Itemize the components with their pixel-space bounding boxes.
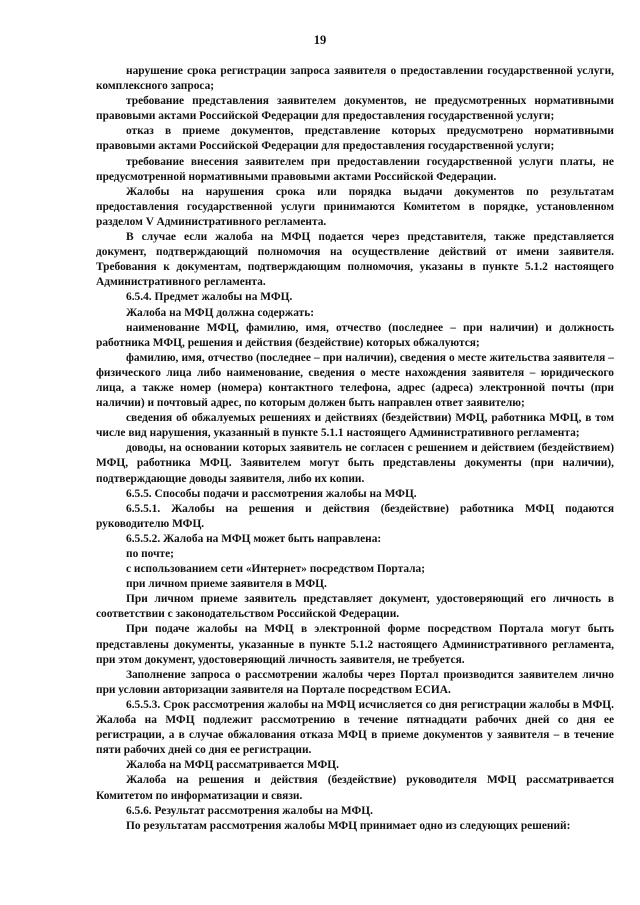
- paragraph: нарушение срока регистрации запроса заявителя о предоставлении государственной услуги, комплексного запроса;: [96, 65, 614, 93]
- list-item: при личном приеме заявителя в МФЦ.: [126, 578, 327, 591]
- paragraph: сведения об обжалуемых решениях и действиях (бездействии) МФЦ, работника МФЦ, в том числе вид нарушения, указанный в пункте 5.1.1 настоящего Административного регламента;: [96, 412, 614, 440]
- paragraph: В случае если жалоба на МФЦ подается через представителя, также представляется документ, подтверждающий полномочия на осуществление действий от имени заявителя. Требования к документам, подтверждающим полномочия, указаны в пункте 5.1.2 настоящего Административного регламента.: [96, 231, 614, 289]
- section-heading: 6.5.4. Предмет жалобы на МФЦ.: [126, 291, 293, 304]
- paragraph: наименование МФЦ, фамилию, имя, отчество (последнее – при наличии) и должность работника МФЦ, решения и действия (бездействие) которых обжалуются;: [96, 321, 614, 349]
- paragraph: По результатам рассмотрения жалобы МФЦ принимает одно из следующих решений:: [126, 819, 571, 832]
- section-heading: 6.5.5. Способы подачи и рассмотрения жалобы на МФЦ.: [126, 487, 417, 500]
- paragraph: 6.5.5.2. Жалоба на МФЦ может быть направлена:: [126, 532, 382, 545]
- paragraph: Жалобы на нарушения срока или порядка выдачи документов по результатам предоставления государственной услуги принимаются Комитетом в порядке, установленном разделом V Административного регламента.: [96, 185, 614, 228]
- paragraph: требование внесения заявителем при предоставлении государственной услуги платы, не предусмотренной нормативными правовыми актами Российской Федерации.: [96, 155, 614, 183]
- paragraph: 6.5.5.3. Срок рассмотрения жалобы на МФЦ исчисляется со дня регистрации жалобы в МФЦ. Жалоба на МФЦ подлежит рассмотрению в течение пятнадцати рабочих дней со дня ее регистрации, а в случае обжалования отказа МФЦ в приеме документов у заявителя – в течение пяти рабочих дней со дня ее регистрации.: [96, 698, 614, 757]
- paragraph: фамилию, имя, отчество (последнее – при наличии), сведения о месте жительства заявителя – физического лица либо наименование, сведения о месте нахождения заявителя – юридического лица, а также номер (номера) контактного телефона, адрес (адреса) электронной почты (при наличии) и почтовый адрес, по которым должен быть направлен ответ заявителю;: [96, 351, 614, 410]
- section-heading: 6.5.6. Результат рассмотрения жалобы на МФЦ.: [126, 804, 373, 817]
- paragraph: При личном приеме заявитель представляет документ, удостоверяющий его личность в соответствии с законодательством Российской Федерации.: [96, 593, 614, 621]
- paragraph: требование представления заявителем документов, не предусмотренных нормативными правовыми актами Российской Федерации для предоставления государственной услуги;: [96, 95, 614, 123]
- paragraph: доводы, на основании которых заявитель не согласен с решением и действием (бездействием) МФЦ, работника МФЦ. Заявителем могут быть представлены документы (при наличии), подтверждающие доводы заявителя, либо их копии.: [96, 442, 614, 485]
- paragraph: При подаче жалобы на МФЦ в электронной форме посредством Портала могут быть представлены документы, указанные в пункте 5.1.2 настоящего Административного регламента, при этом документ, удостоверяющий личность заявителя, не требуется.: [96, 623, 614, 666]
- document-body: [96, 64, 614, 834]
- page-number: 19: [313, 33, 327, 47]
- paragraph: Жалоба на МФЦ рассматривается МФЦ.: [126, 759, 339, 772]
- paragraph: отказ в приеме документов, представление которых предусмотрено нормативными правовыми актами Российской Федерации для предоставления государственной услуги;: [96, 125, 614, 153]
- paragraph: 6.5.5.1. Жалобы на решения и действия (бездействие) работника МФЦ подаются руководителю МФЦ.: [96, 502, 614, 530]
- list-item: по почте;: [126, 548, 174, 560]
- paragraph: Заполнение запроса о рассмотрении жалобы через Портал производится заявителем лично при условии авторизации заявителя на Портале посредством ЕСИА.: [96, 668, 614, 696]
- list-item: с использованием сети «Интернет» посредством Портала;: [126, 563, 425, 576]
- paragraph: Жалоба на МФЦ должна содержать:: [126, 306, 315, 319]
- paragraph: Жалоба на решения и действия (бездействие) руководителя МФЦ рассматривается Комитетом по информатизации и связи.: [96, 774, 614, 802]
